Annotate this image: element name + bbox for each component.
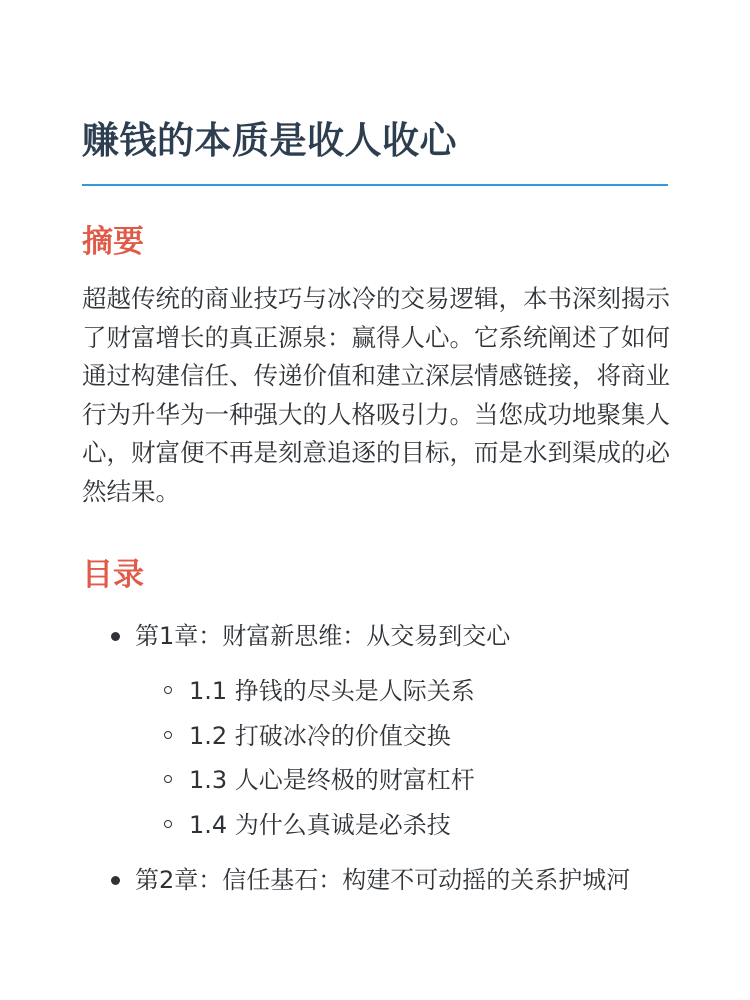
toc-chapter-2 [82, 860, 672, 900]
section-title: 1.4 为什么真诚是必杀技 [189, 810, 451, 839]
summary-paragraph: 超越传统的商业技巧与冰冷的交易逻辑，本书深刻揭示了财富增长的真正源泉：赢得人心。它系统阐述了如何通过构建信任、传递价值和建立深层情感链接，将商业行为升华为一种强大的人格吸引力。当您成功地聚集人心，财富便不再是刻意追逐的目标，而是水到渠成的必然结果。 [82, 284, 670, 506]
hollow-bullet-icon [164, 686, 172, 694]
toc-section-1-2 [135, 714, 672, 759]
chapter-1-sections [135, 669, 672, 847]
filled-bullet-icon [111, 632, 120, 641]
section-title: 1.2 打破冰冷的价值交换 [189, 721, 451, 750]
toc-heading: 目录 [82, 557, 144, 593]
summary-heading: 摘要 [82, 224, 144, 260]
hollow-bullet-icon [164, 820, 172, 828]
filled-bullet-icon [111, 876, 120, 885]
section-title: 1.1 挣钱的尽头是人际关系 [189, 677, 475, 705]
toc-section-1-4 [135, 803, 672, 848]
table-of-contents [82, 616, 672, 900]
hollow-bullet-icon [164, 731, 172, 739]
section-title: 1.3 人心是终极的财富杠杆 [189, 766, 475, 794]
chapter-title: 第2章：信任基石：构建不可动摇的关系护城河 [135, 866, 631, 894]
toc-section-1-1 [135, 669, 672, 714]
hollow-bullet-icon [164, 775, 172, 783]
title-divider [82, 184, 668, 186]
chapter-title: 第1章：财富新思维：从交易到交心 [135, 622, 511, 650]
toc-chapter-1 [82, 616, 672, 847]
toc-section-1-3 [135, 758, 672, 803]
page-title: 赚钱的本质是收人收心 [82, 119, 457, 162]
